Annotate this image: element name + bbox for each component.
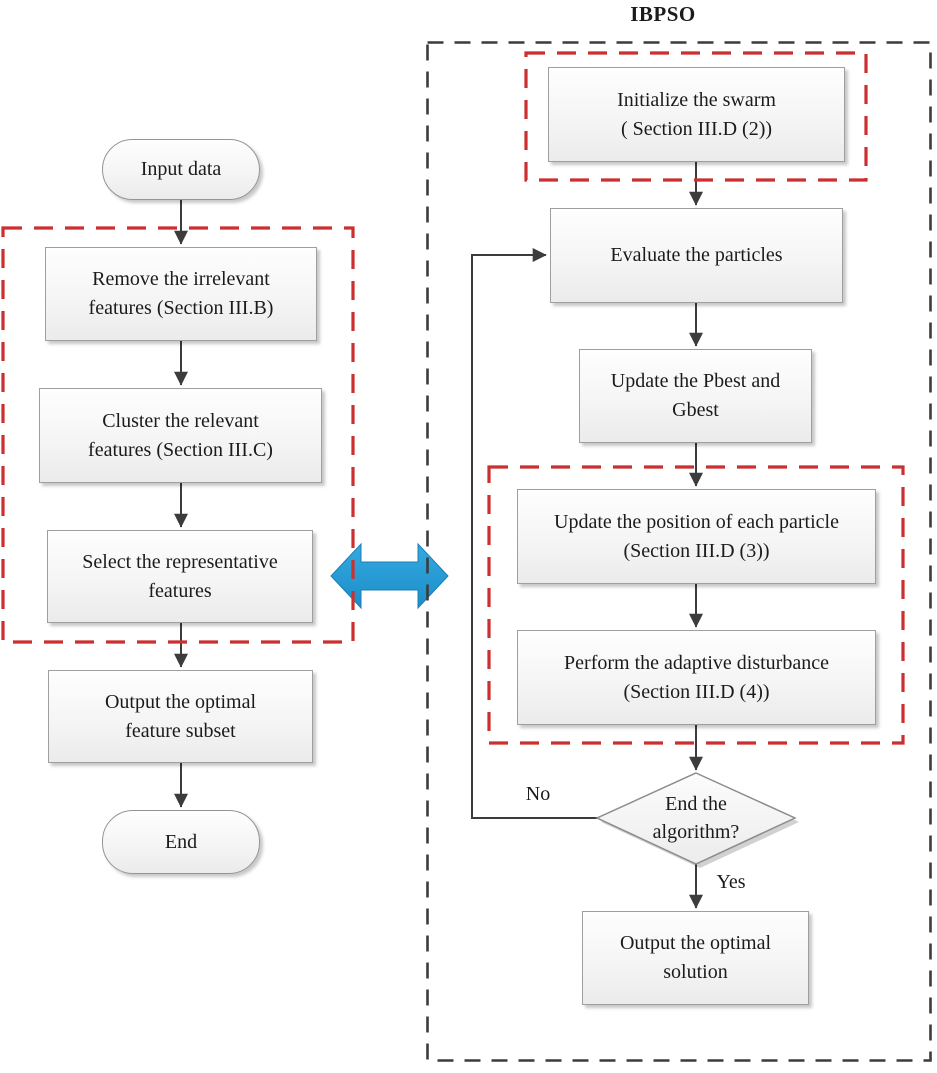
process-line: Initialize the swarm [617,88,776,111]
decision-line: End the [665,793,727,815]
process-line: features (Section III.B) [88,297,274,319]
process-line: solution [663,961,728,983]
process-line: Update the position of each particle [554,510,839,533]
process-adaptive-disturbance [517,630,876,725]
process-line: (Section III.D (3)) [623,539,770,562]
terminal-end [102,810,260,874]
process-line: features [148,579,212,602]
process-line: Remove the irrelevant [92,268,270,290]
edge-label-yes: Yes [716,871,746,893]
decision-end-algorithm-label [616,785,776,851]
sync-double-arrow [331,544,448,608]
process-update-pbest-gbest [579,349,812,443]
terminal-input-data-label: Input data [140,158,222,180]
edge-label-no: No [525,783,551,805]
process-update-particle-position [517,489,876,584]
process-initialize-swarm [548,67,845,162]
process-remove-irrelevant-features [45,247,317,341]
process-line: Perform the adaptive disturbance [564,651,829,674]
process-line: Evaluate the particles [610,244,783,266]
process-line: Output the optimal [619,932,772,954]
process-evaluate-particles [550,208,843,303]
process-line: Cluster the relevant [102,409,259,432]
terminal-input-data [102,139,260,200]
process-line: ( Section III.D (2)) [620,117,773,140]
process-select-representative-features [47,530,313,623]
process-cluster-relevant-features [39,388,322,483]
process-line: Output the optimal [104,690,257,713]
process-line: Select the representative [82,550,278,573]
process-line: features (Section III.C) [88,438,273,461]
terminal-end-label: End [164,830,198,853]
process-line: Update the Pbest and [610,370,781,392]
ibpso-group-title: IBPSO [630,2,696,26]
process-line: feature subset [125,719,236,742]
decision-line: algorithm? [652,821,740,843]
process-line: Gbest [672,399,719,421]
process-line: (Section III.D (4)) [623,680,770,703]
process-output-feature-subset [48,670,313,763]
process-output-optimal-solution [582,911,809,1005]
